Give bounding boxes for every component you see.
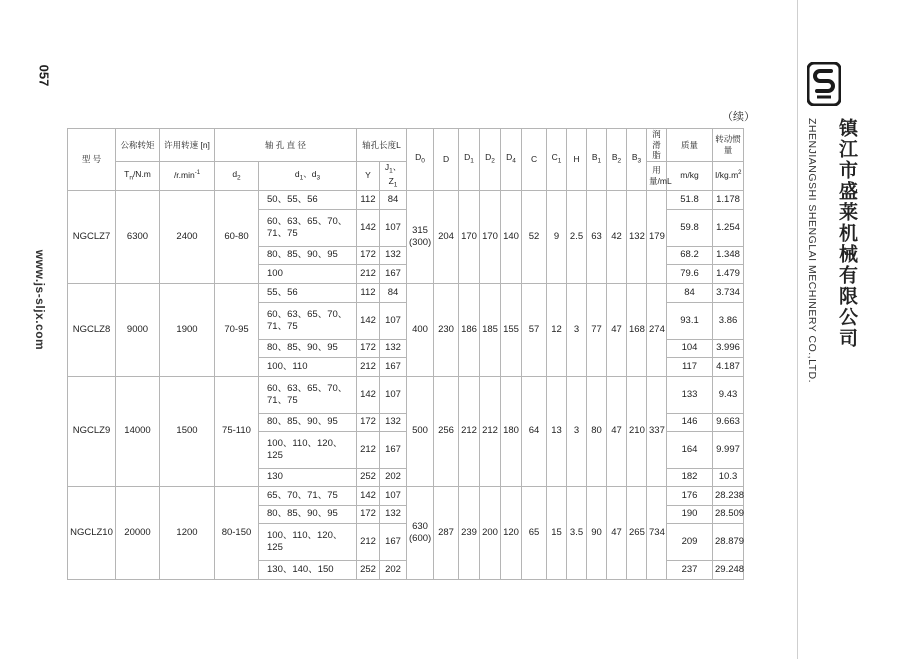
cell-d1: 239 — [459, 486, 480, 579]
cell-lube: 734 — [647, 486, 667, 579]
cell-b2: 47 — [607, 486, 627, 579]
cell-j1: 202 — [380, 560, 407, 579]
cell-c: 52 — [522, 190, 547, 283]
cell-d2: 212 — [480, 376, 501, 486]
cell-torque: 20000 — [116, 486, 160, 579]
cell-y: 172 — [357, 339, 380, 357]
cell-bore: 130、140、150 — [259, 560, 357, 579]
header-inertia: 转动惯量 — [713, 129, 744, 162]
cell-j1: 132 — [380, 505, 407, 523]
header-speed-unit: $/r.\min^{-1}$ — [160, 161, 215, 190]
cell-y: 252 — [357, 468, 380, 486]
cell-j1: 132 — [380, 246, 407, 264]
cell-d0: 400 — [407, 283, 434, 376]
cell-y: 112 — [357, 283, 380, 302]
cell-c1: 9 — [547, 190, 567, 283]
cell-j1: 132 — [380, 339, 407, 357]
header-speed: 许用转速 [n] — [160, 129, 215, 162]
cell-c1: 12 — [547, 283, 567, 376]
cell-d1: 186 — [459, 283, 480, 376]
cell-inertia: 28.238 — [713, 486, 744, 505]
cell-h: 3 — [567, 283, 587, 376]
header-y: Y — [357, 161, 380, 190]
cell-mass: 79.6 — [667, 264, 713, 283]
header-d2: $d_2$ — [215, 161, 259, 190]
cell-h: 2.5 — [567, 190, 587, 283]
cell-d: 230 — [434, 283, 459, 376]
cell-b1: 77 — [587, 283, 607, 376]
cell-d4: 140 — [501, 190, 522, 283]
cell-lube: 274 — [647, 283, 667, 376]
cell-c: 64 — [522, 376, 547, 486]
header-torque-unit: $T_n/N.m$ — [116, 161, 160, 190]
cell-bore: 100、110、120、 125 — [259, 431, 357, 468]
cell-y: 172 — [357, 505, 380, 523]
cell-bore: 100、110、120、 125 — [259, 523, 357, 560]
cell-b2: 42 — [607, 190, 627, 283]
cell-d2: 70-95 — [215, 283, 259, 376]
cell-y: 172 — [357, 413, 380, 431]
cell-b3: 132 — [627, 190, 647, 283]
cell-bore: 60、63、65、70、 71、75 — [259, 209, 357, 246]
cell-mass: 93.1 — [667, 302, 713, 339]
table-row — [68, 376, 790, 413]
cell-j1: 107 — [380, 209, 407, 246]
cell-inertia: 28.509 — [713, 505, 744, 523]
cell-b3: 210 — [627, 376, 647, 486]
company-logo-icon — [807, 62, 841, 106]
cell-y: 142 — [357, 302, 380, 339]
cell-speed: 2400 — [160, 190, 215, 283]
cell-y: 212 — [357, 431, 380, 468]
header-model: 型 号 — [68, 129, 116, 191]
cell-y: 142 — [357, 486, 380, 505]
page-number: 057 — [36, 64, 52, 87]
cell-bore: 80、85、90、95 — [259, 505, 357, 523]
cell-bore: 80、85、90、95 — [259, 246, 357, 264]
cell-bore: 130 — [259, 468, 357, 486]
header-h: H — [567, 129, 587, 191]
cell-mass: 190 — [667, 505, 713, 523]
cell-inertia: 3.996 — [713, 339, 744, 357]
cell-d: 256 — [434, 376, 459, 486]
header-D: D — [434, 129, 459, 191]
cell-inertia: 9.663 — [713, 413, 744, 431]
cell-d0: 315 (300) — [407, 190, 434, 283]
cell-speed: 1500 — [160, 376, 215, 486]
cell-j1: 202 — [380, 468, 407, 486]
cell-mass: 59.8 — [667, 209, 713, 246]
cell-b1: 90 — [587, 486, 607, 579]
cell-j1: 132 — [380, 413, 407, 431]
cell-mass: 104 — [667, 339, 713, 357]
cell-mass: 237 — [667, 560, 713, 579]
cell-d2: 185 — [480, 283, 501, 376]
cell-d1: 170 — [459, 190, 480, 283]
cell-lube: 337 — [647, 376, 667, 486]
margin-divider — [797, 0, 798, 659]
cell-torque: 14000 — [116, 376, 160, 486]
cell-torque: 6300 — [116, 190, 160, 283]
cell-model: NGCLZ7 — [68, 190, 116, 283]
cell-j1: 167 — [380, 264, 407, 283]
cell-c: 65 — [522, 486, 547, 579]
cell-y: 212 — [357, 523, 380, 560]
cell-mass: 117 — [667, 357, 713, 376]
company-name-en: ZHENJIANGSHI SHENGLAI MECHINERY CO.,LTD. — [806, 118, 818, 384]
cell-d2: 60-80 — [215, 190, 259, 283]
cell-inertia: 1.479 — [713, 264, 744, 283]
cell-inertia: 29.248 — [713, 560, 744, 579]
cell-bore: 60、63、65、70、 71、75 — [259, 302, 357, 339]
cell-y: 212 — [357, 357, 380, 376]
cell-bore: 100 — [259, 264, 357, 283]
cell-model: NGCLZ8 — [68, 283, 116, 376]
cell-h: 3 — [567, 376, 587, 486]
cell-mass: 164 — [667, 431, 713, 468]
cell-y: 112 — [357, 190, 380, 209]
cell-j1: 107 — [380, 302, 407, 339]
cell-inertia: 9.997 — [713, 431, 744, 468]
header-shaft-length: 轴孔长度L — [357, 129, 407, 162]
cell-d0: 500 — [407, 376, 434, 486]
header-d2-col: $D_2$ — [480, 129, 501, 191]
cell-b2: 47 — [607, 376, 627, 486]
cell-h: 3.5 — [567, 486, 587, 579]
header-d1d3: $d_1$、$d_3$ — [259, 161, 357, 190]
cell-bore: 80、85、90、95 — [259, 339, 357, 357]
cell-d0: 630 (600) — [407, 486, 434, 579]
cell-d2: 75-110 — [215, 376, 259, 486]
table-row — [68, 486, 790, 505]
cell-y: 142 — [357, 209, 380, 246]
cell-inertia: 10.3 — [713, 468, 744, 486]
cell-b3: 168 — [627, 283, 647, 376]
cell-model: NGCLZ9 — [68, 376, 116, 486]
cell-speed: 1200 — [160, 486, 215, 579]
cell-b3: 265 — [627, 486, 647, 579]
cell-d2: 80-150 — [215, 486, 259, 579]
cell-inertia: 3.86 — [713, 302, 744, 339]
cell-inertia: 9.43 — [713, 376, 744, 413]
website-url[interactable]: www.js-sljx.com — [33, 249, 47, 351]
cell-j1: 167 — [380, 357, 407, 376]
header-lube: 润滑脂 — [647, 129, 667, 162]
cell-b2: 47 — [607, 283, 627, 376]
cell-j1: 107 — [380, 486, 407, 505]
cell-mass: 84 — [667, 283, 713, 302]
cell-mass: 133 — [667, 376, 713, 413]
cell-bore: 60、63、65、70、 71、75 — [259, 376, 357, 413]
cell-j1: 84 — [380, 190, 407, 209]
cell-d: 287 — [434, 486, 459, 579]
header-mass-unit: m/kg — [667, 161, 713, 190]
cell-bore: 50、55、56 — [259, 190, 357, 209]
cell-model: NGCLZ10 — [68, 486, 116, 579]
cell-y: 252 — [357, 560, 380, 579]
cell-d: 204 — [434, 190, 459, 283]
header-d0: $D_0$ — [407, 129, 434, 191]
cell-torque: 9000 — [116, 283, 160, 376]
company-name-cn: 镇江市盛莱机械有限公司 — [836, 118, 857, 349]
cell-lube: 179 — [647, 190, 667, 283]
cell-j1: 84 — [380, 283, 407, 302]
cell-c1: 13 — [547, 376, 567, 486]
cell-mass: 182 — [667, 468, 713, 486]
header-bore: 轴 孔 直 径 — [215, 129, 357, 162]
cell-d4: 120 — [501, 486, 522, 579]
table-row — [68, 190, 790, 209]
header-mass: 质量 — [667, 129, 713, 162]
cell-mass: 146 — [667, 413, 713, 431]
header-b3: $B_3$ — [627, 129, 647, 191]
cell-inertia: 4.187 — [713, 357, 744, 376]
header-d1: $D_1$ — [459, 129, 480, 191]
cell-mass: 176 — [667, 486, 713, 505]
cell-bore: 65、70、71、75 — [259, 486, 357, 505]
header-torque: 公称转矩 — [116, 129, 160, 162]
cell-bore: 100、110 — [259, 357, 357, 376]
header-inertia-unit: $I/kg.m^2$ — [713, 161, 744, 190]
cell-c: 57 — [522, 283, 547, 376]
table-row — [68, 283, 790, 302]
cell-j1: 167 — [380, 431, 407, 468]
cell-b1: 63 — [587, 190, 607, 283]
coupling-spec-table — [67, 128, 790, 580]
header-d4: $D_4$ — [501, 129, 522, 191]
cell-inertia: 3.734 — [713, 283, 744, 302]
cell-j1: 167 — [380, 523, 407, 560]
cell-y: 172 — [357, 246, 380, 264]
cell-mass: 209 — [667, 523, 713, 560]
continued-label: （续） — [722, 111, 755, 123]
header-c: C — [522, 129, 547, 191]
cell-bore: 55、56 — [259, 283, 357, 302]
cell-speed: 1900 — [160, 283, 215, 376]
cell-bore: 80、85、90、95 — [259, 413, 357, 431]
cell-d2: 200 — [480, 486, 501, 579]
header-b2: $B_2$ — [607, 129, 627, 191]
cell-d1: 212 — [459, 376, 480, 486]
cell-d2: 170 — [480, 190, 501, 283]
cell-c1: 15 — [547, 486, 567, 579]
cell-inertia: 1.254 — [713, 209, 744, 246]
cell-inertia: 1.178 — [713, 190, 744, 209]
cell-inertia: 28.879 — [713, 523, 744, 560]
cell-b1: 80 — [587, 376, 607, 486]
cell-y: 142 — [357, 376, 380, 413]
cell-inertia: 1.348 — [713, 246, 744, 264]
cell-mass: 68.2 — [667, 246, 713, 264]
cell-d4: 180 — [501, 376, 522, 486]
cell-mass: 51.8 — [667, 190, 713, 209]
cell-y: 212 — [357, 264, 380, 283]
header-c1: $C_1$ — [547, 129, 567, 191]
cell-j1: 107 — [380, 376, 407, 413]
header-b1: $B_1$ — [587, 129, 607, 191]
header-lube-unit: 用量/mL — [647, 161, 667, 190]
cell-d4: 155 — [501, 283, 522, 376]
header-j1z1: $J_1$、$Z_1$ — [380, 161, 407, 190]
